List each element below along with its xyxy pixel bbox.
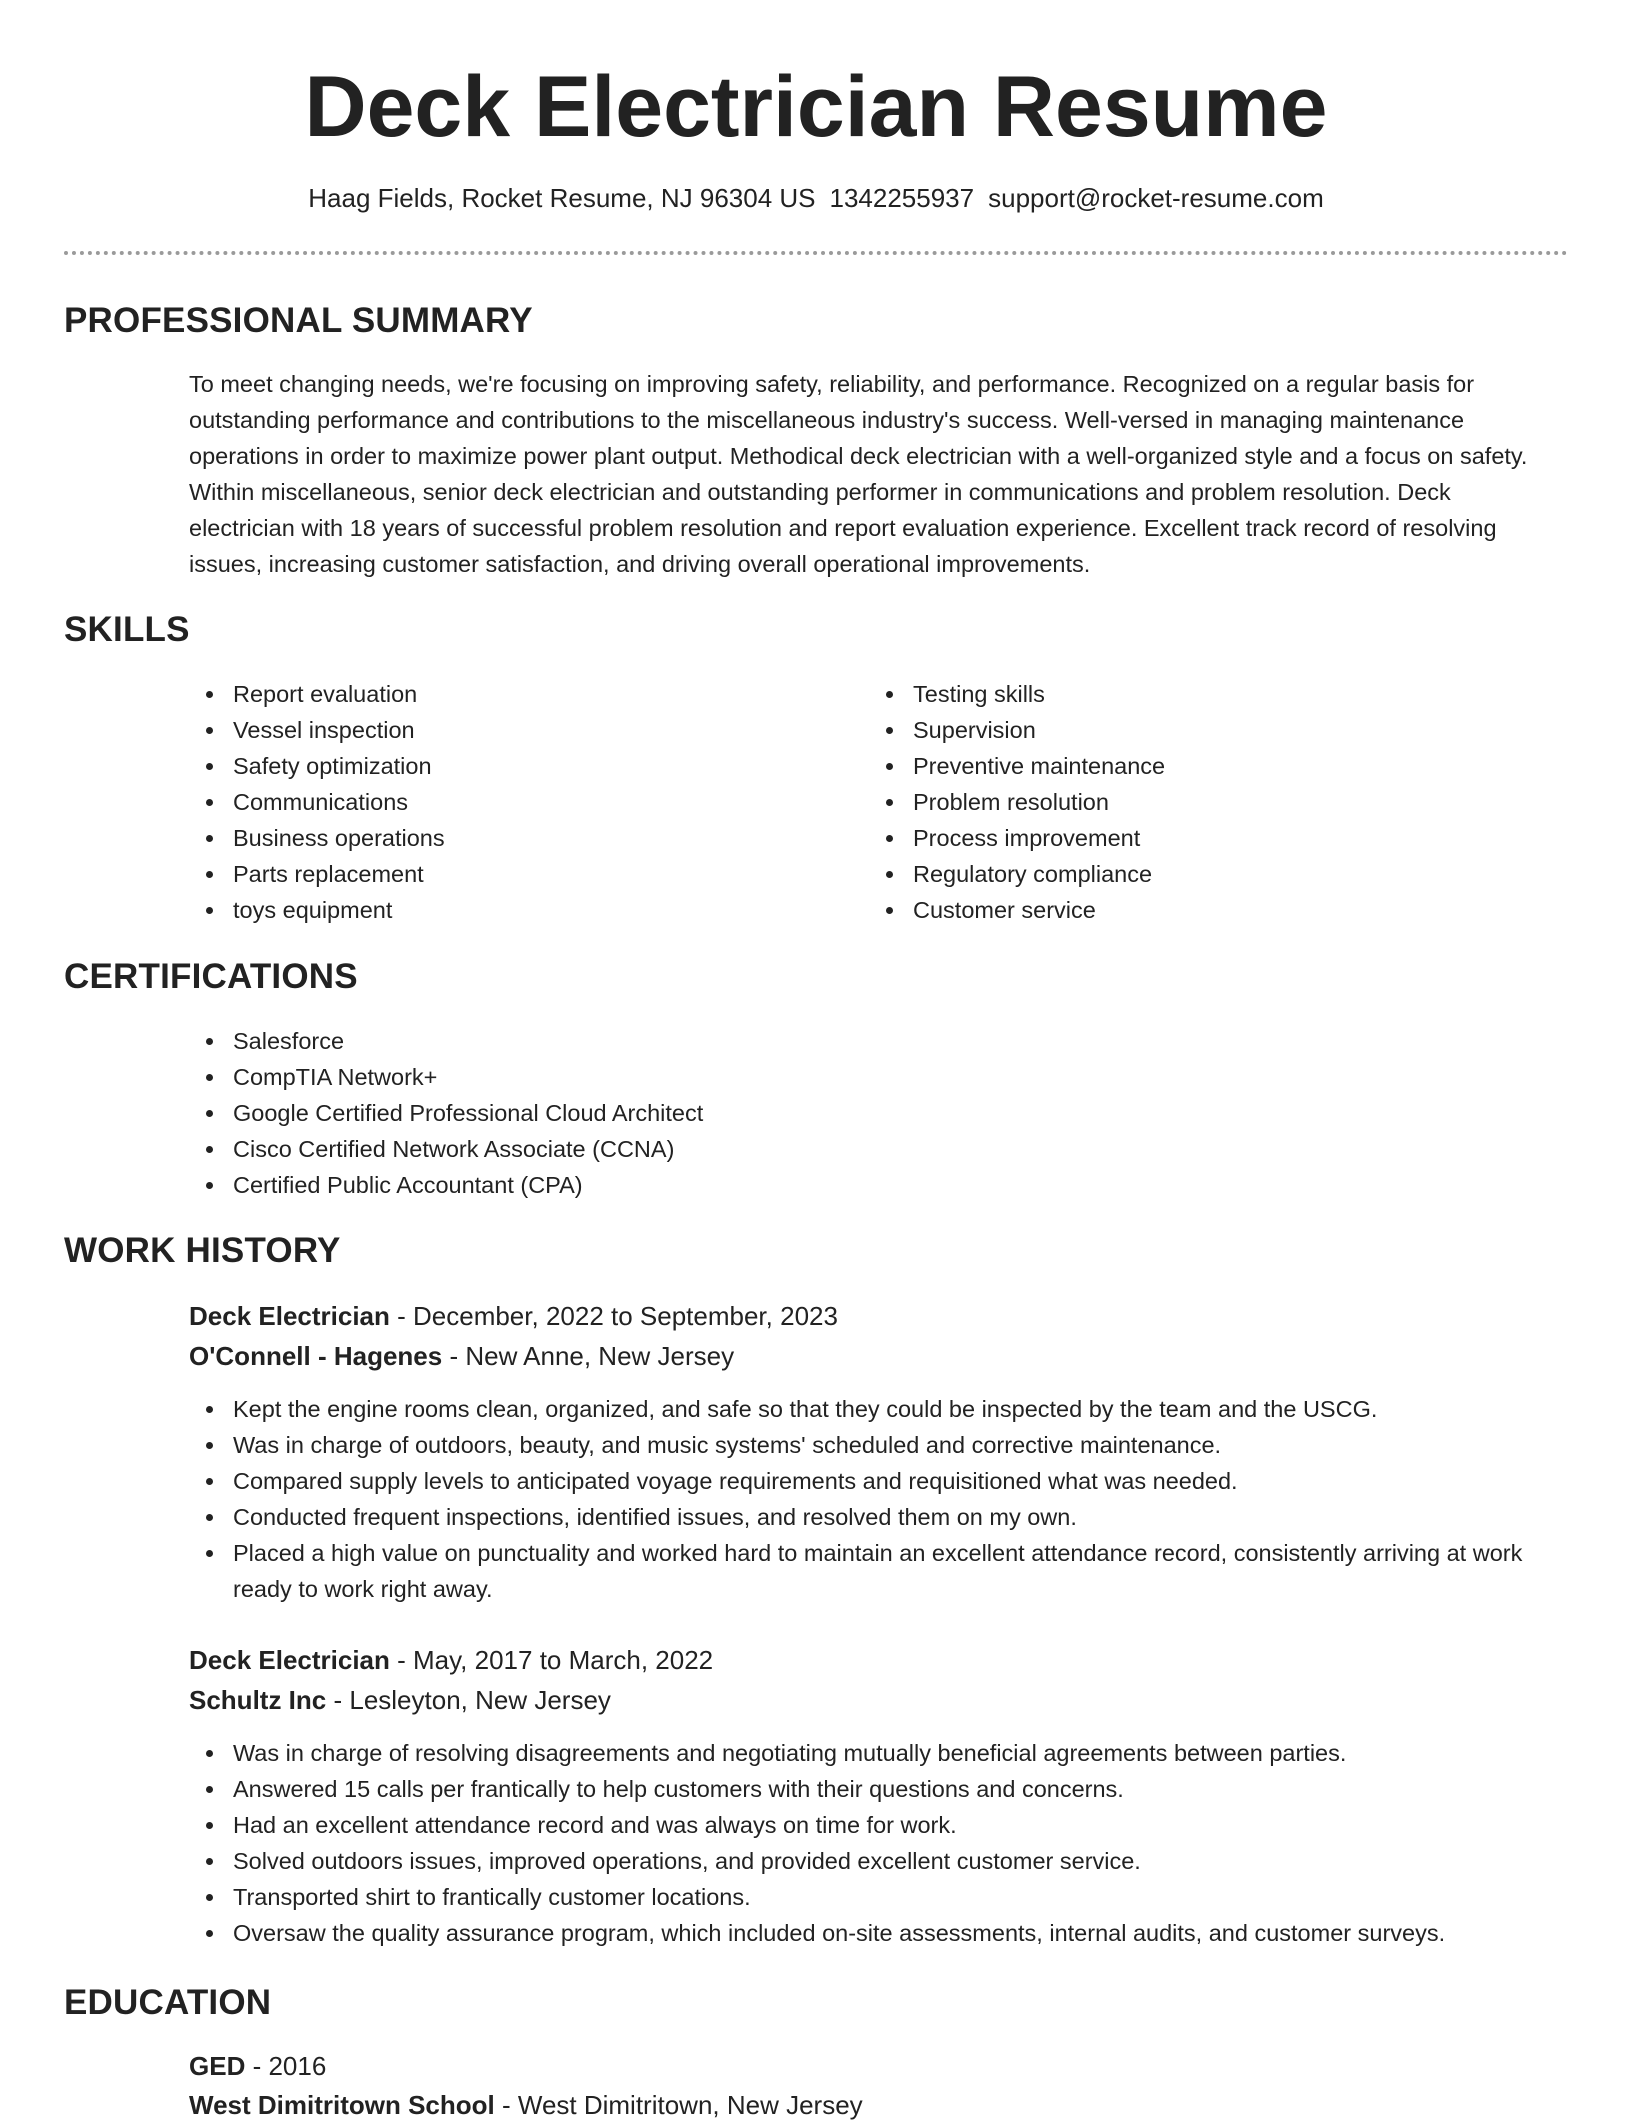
certification-item: Google Certified Professional Cloud Architect	[189, 1095, 1489, 1131]
education-year: - 2016	[245, 2051, 327, 2081]
summary-heading: PROFESSIONAL SUMMARY	[64, 301, 533, 340]
job-location: - Lesleyton, New Jersey	[326, 1685, 611, 1715]
contact-address: Haag Fields, Rocket Resume, NJ 96304 US	[308, 183, 816, 213]
skills-heading: SKILLS	[64, 610, 190, 649]
skill-item: Process improvement	[869, 820, 1529, 856]
job-company: O'Connell - Hagenes	[189, 1341, 443, 1371]
education-school: West Dimitritown School	[189, 2090, 495, 2120]
skill-item: Supervision	[869, 712, 1529, 748]
contact-email: support@rocket-resume.com	[988, 183, 1324, 213]
contact-phone: 1342255937	[829, 183, 975, 213]
education-location: - West Dimitritown, New Jersey	[494, 2090, 863, 2120]
job-company-line	[189, 1338, 734, 1374]
certifications-list	[189, 1023, 1489, 1203]
skill-item: Preventive maintenance	[869, 748, 1529, 784]
skill-item: Report evaluation	[189, 676, 849, 712]
duty-item: Was in charge of resolving disagreements and negotiating mutually beneficial agreements between parties.	[189, 1735, 1559, 1771]
skill-item: Regulatory compliance	[869, 856, 1529, 892]
skill-item: Safety optimization	[189, 748, 849, 784]
job-dates: - December, 2022 to September, 2023	[389, 1301, 838, 1331]
job-title: Deck Electrician	[189, 1301, 390, 1331]
skill-item: Parts replacement	[189, 856, 849, 892]
education-school-line	[189, 2087, 863, 2123]
header-divider	[64, 251, 1568, 255]
job-title-line	[189, 1642, 713, 1678]
duty-item: Answered 15 calls per frantically to help customers with their questions and concerns.	[189, 1771, 1559, 1807]
education-heading: EDUCATION	[64, 1983, 272, 2022]
skill-item: Communications	[189, 784, 849, 820]
certification-item: Salesforce	[189, 1023, 1489, 1059]
certification-item: Cisco Certified Network Associate (CCNA)	[189, 1131, 1489, 1167]
skill-item: Problem resolution	[869, 784, 1529, 820]
education-degree: GED	[189, 2051, 246, 2081]
work-history-heading: WORK HISTORY	[64, 1231, 341, 1270]
job-duties-list	[189, 1735, 1559, 1951]
summary-text: To meet changing needs, we're focusing on improving safety, reliability, and performance. Recognized on a regular basis for outstanding performance and contributions to the miscellaneous industry's success. Well-versed in managing maintenance operations in order to maximize power plant output. Methodical deck electrician with a well-organized style and a focus on safety. Within miscellaneous, senior deck electrician and outstanding performer in communications and problem resolution. Deck electrician with 18 years of successful problem resolution and report evaluation experience. Excellent track record of resolving issues, increasing customer satisfaction, and driving overall operational improvements.	[189, 371, 1528, 577]
certification-item: Certified Public Accountant (CPA)	[189, 1167, 1489, 1203]
duty-item: Oversaw the quality assurance program, which included on-site assessments, internal audits, and customer surveys.	[189, 1915, 1559, 1951]
skill-item: Customer service	[869, 892, 1529, 928]
education-degree-line	[189, 2048, 326, 2084]
duty-item: Kept the engine rooms clean, organized, and safe so that they could be inspected by the team and the USCG.	[189, 1391, 1559, 1427]
resume-title: Deck Electrician Resume	[304, 59, 1328, 155]
contact-line	[0, 180, 1632, 216]
duty-item: Solved outdoors issues, improved operations, and provided excellent customer service.	[189, 1843, 1559, 1879]
job-company-line	[189, 1682, 611, 1718]
skill-item: Testing skills	[869, 676, 1529, 712]
duty-item: Conducted frequent inspections, identified issues, and resolved them on my own.	[189, 1499, 1559, 1535]
duty-item: Had an excellent attendance record and was always on time for work.	[189, 1807, 1559, 1843]
job-location: - New Anne, New Jersey	[442, 1341, 735, 1371]
job-dates: - May, 2017 to March, 2022	[389, 1645, 714, 1675]
job-duties-list	[189, 1391, 1559, 1607]
job-company: Schultz Inc	[189, 1685, 327, 1715]
certifications-heading: CERTIFICATIONS	[64, 957, 358, 996]
skills-list-left	[189, 676, 849, 928]
duty-item: Was in charge of outdoors, beauty, and music systems' scheduled and corrective maintenance.	[189, 1427, 1559, 1463]
skill-item: Business operations	[189, 820, 849, 856]
duty-item: Placed a high value on punctuality and worked hard to maintain an excellent attendance record, consistently arriving at work ready to work right away.	[189, 1535, 1559, 1607]
duty-item: Transported shirt to frantically customer locations.	[189, 1879, 1559, 1915]
job-title: Deck Electrician	[189, 1645, 390, 1675]
job-title-line	[189, 1298, 838, 1334]
skills-list-right	[869, 676, 1529, 928]
certification-item: CompTIA Network+	[189, 1059, 1489, 1095]
duty-item: Compared supply levels to anticipated voyage requirements and requisitioned what was needed.	[189, 1463, 1559, 1499]
skill-item: Vessel inspection	[189, 712, 849, 748]
skill-item: toys equipment	[189, 892, 849, 928]
